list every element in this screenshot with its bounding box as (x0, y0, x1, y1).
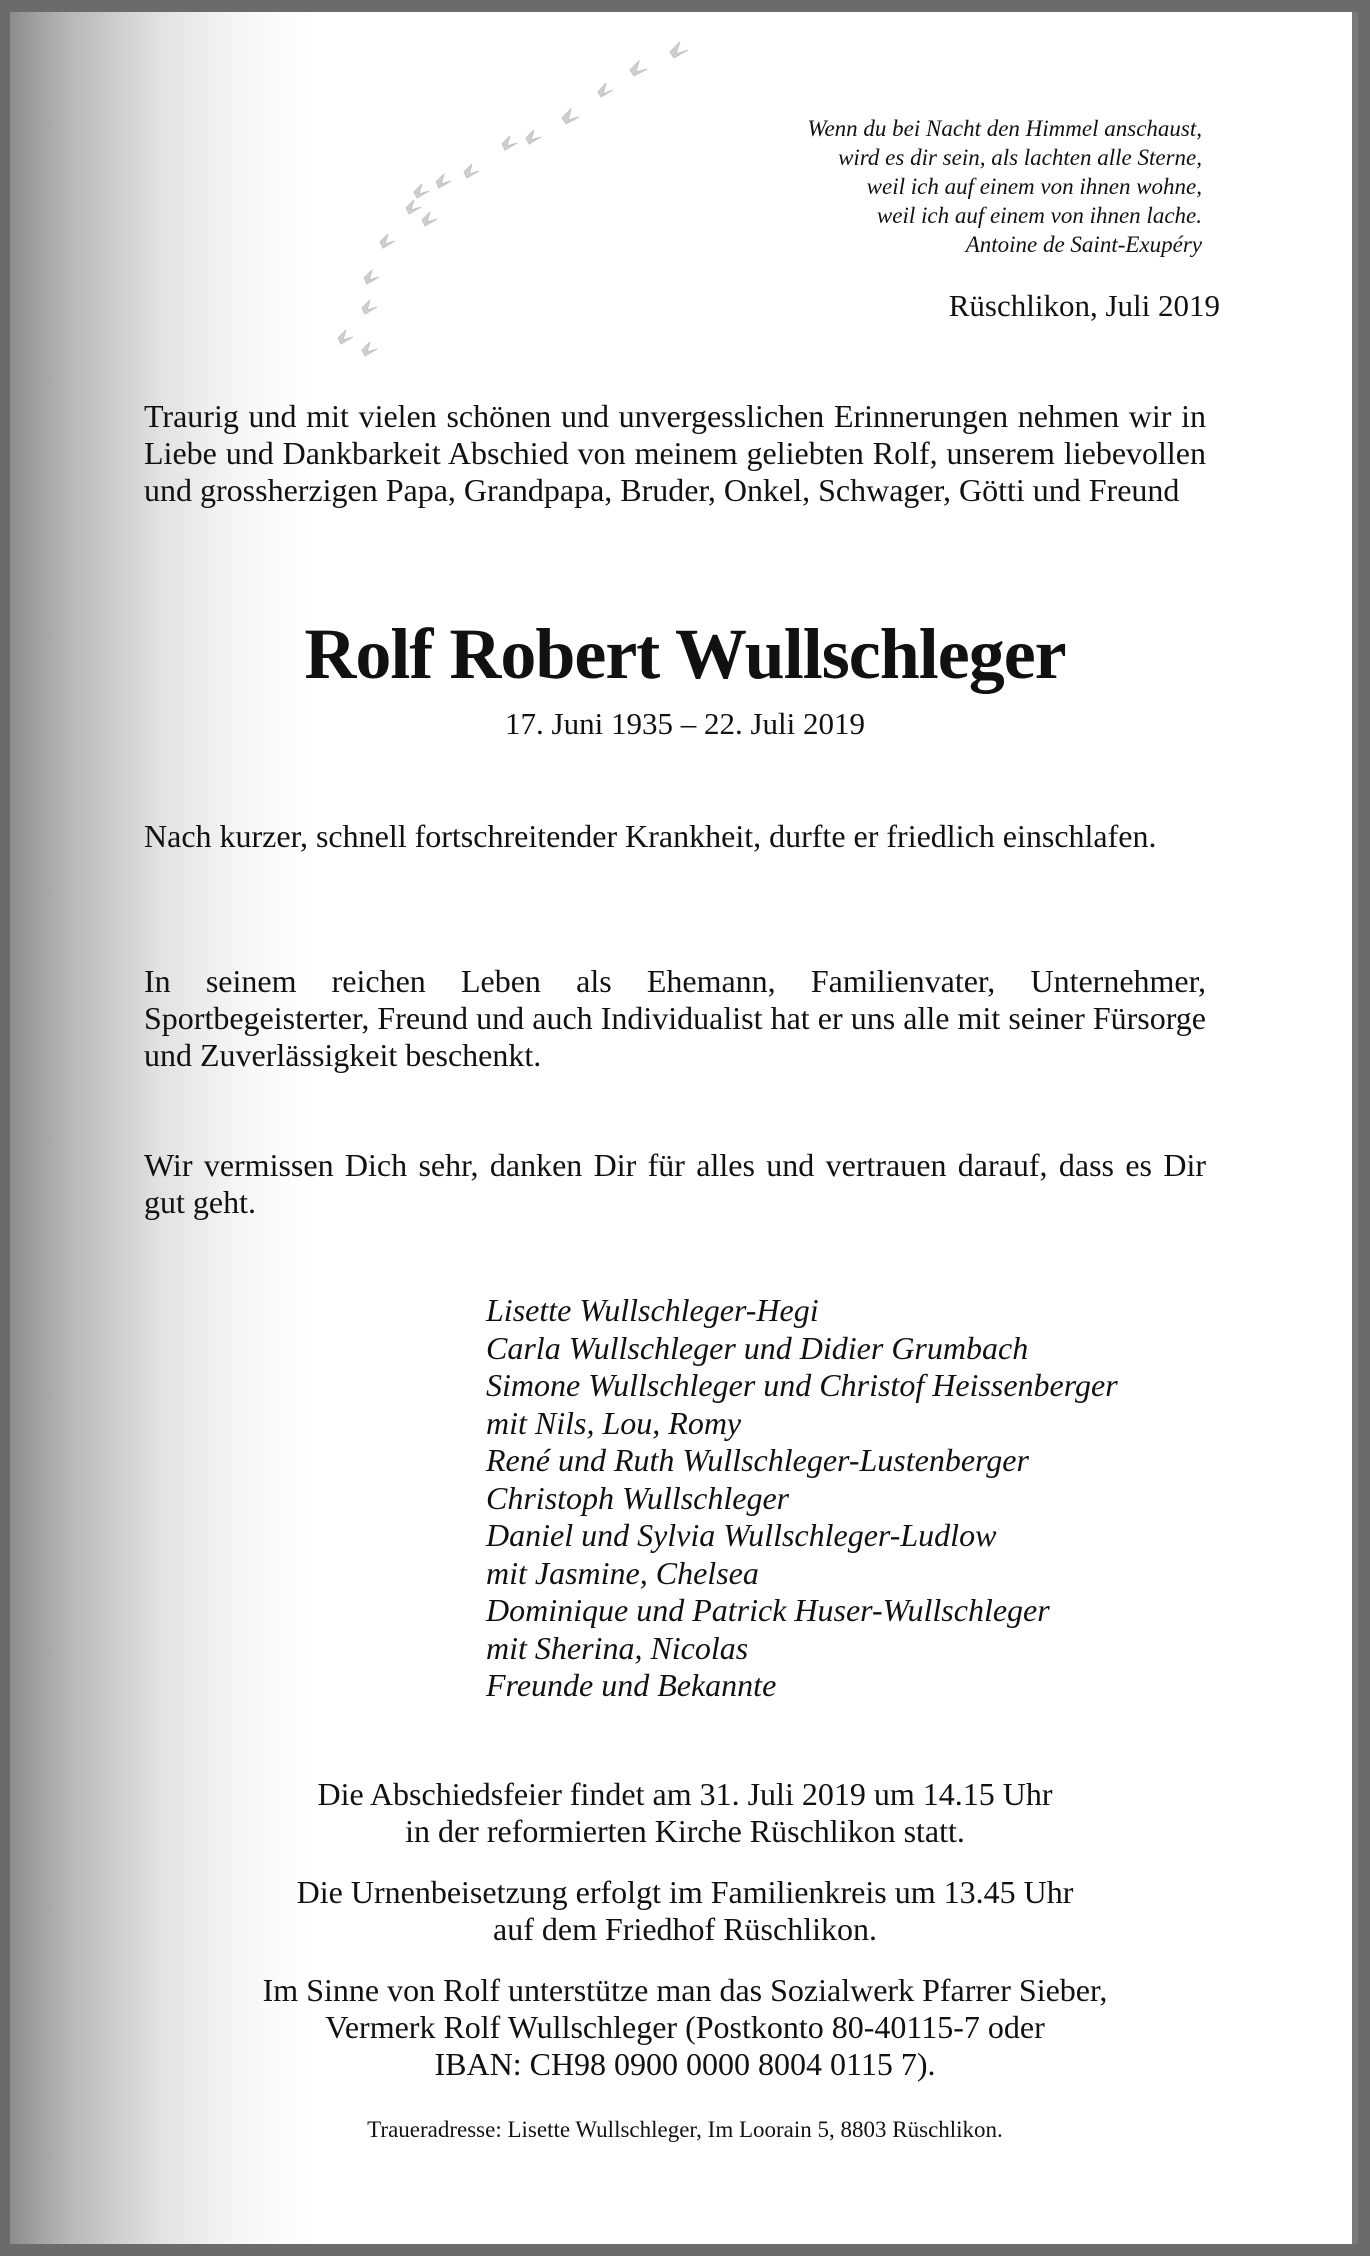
donation-line: Vermerk Rolf Wullschleger (Postkonto 80-40115-7 oder (325, 2009, 1045, 2045)
burial-notice (0, 1874, 1370, 1948)
quote-line: Wenn du bei Nacht den Himmel anschaust, (807, 116, 1202, 141)
signer-line: Carla Wullschleger und Didier Grumbach (486, 1329, 1029, 1366)
signer-line: mit Jasmine, Chelsea (486, 1554, 759, 1591)
paragraph-illness: Nach kurzer, schnell fortschreitender Krankheit, durfte er friedlich einschlafen. (144, 818, 1157, 854)
paragraph-farewell: Wir vermissen Dich sehr, danken Dir für alles und vertrauen darauf, dass es Dir gut geht. (144, 1147, 1206, 1220)
signer-line: Dominique und Patrick Huser-Wullschleger (486, 1592, 1050, 1628)
place-date: Rüschlikon, Juli 2019 (948, 288, 1220, 323)
signer-line: Lisette Wullschleger-Hegi (486, 1292, 819, 1328)
donation-line: IBAN: CH98 0900 0000 8004 0115 7). (434, 2046, 936, 2082)
deceased-name: Rolf Robert Wullschleger (304, 614, 1066, 694)
donation-line: Im Sinne von Rolf unterstütze man das Sozialwerk Pfarrer Sieber, (262, 1972, 1108, 2008)
signer-line: Freunde und Bekannte (486, 1667, 777, 1703)
signer-line: Simone Wullschleger und Christof Heissenberger (486, 1367, 1118, 1403)
ceremony-line: in der reformierten Kirche Rüschlikon statt. (405, 1813, 965, 1849)
paragraph-life: In seinem reichen Leben als Ehemann, Familienvater, Unternehmer, Sportbegeisterter, Freund und auch Individualist hat er uns alle mit seiner Fürsorge und Zuverlässigkeit beschenkt. (144, 963, 1206, 1073)
ceremony-notice (0, 1776, 1370, 1850)
signer-line: Christoph Wullschleger (486, 1479, 790, 1516)
quote-line: weil ich auf einem von ihnen lache. (876, 203, 1202, 228)
burial-line: Die Urnenbeisetzung erfolgt im Familienkreis um 13.45 Uhr (296, 1874, 1074, 1910)
signer-line: René und Ruth Wullschleger-Lustenberger (486, 1442, 1029, 1478)
ceremony-line: Die Abschiedsfeier findet am 31. Juli 2019 um 14.15 Uhr (317, 1776, 1053, 1812)
donation-notice (0, 1972, 1370, 2083)
quote-author: Antoine de Saint-Exupéry (965, 232, 1202, 257)
signer-line: mit Sherina, Nicolas (486, 1629, 749, 1666)
signer-line: mit Nils, Lou, Romy (486, 1404, 742, 1441)
signers-list (486, 1292, 1246, 1705)
intro-paragraph: Traurig und mit vielen schönen und unvergesslichen Erinnerungen nehmen wir in Liebe und Dankbarkeit Abschied von meinem geliebten Rolf, unserem liebevollen und grossherzigen Papa, Grandpapa, Bruder, Onkel, Schwager, Götti und Freund (144, 398, 1206, 508)
burial-line: auf dem Friedhof Rüschlikon. (493, 1911, 877, 1947)
quote-line: weil ich auf einem von ihnen wohne, (866, 174, 1202, 199)
signer-line: Daniel und Sylvia Wullschleger-Ludlow (486, 1517, 997, 1553)
mourning-address: Traueradresse: Lisette Wullschleger, Im Loorain 5, 8803 Rüschlikon. (367, 2117, 1003, 2142)
quote-block (582, 114, 1202, 259)
life-dates: 17. Juni 1935 – 22. Juli 2019 (505, 706, 865, 741)
quote-line: wird es dir sein, als lachten alle Sterne, (838, 145, 1202, 170)
